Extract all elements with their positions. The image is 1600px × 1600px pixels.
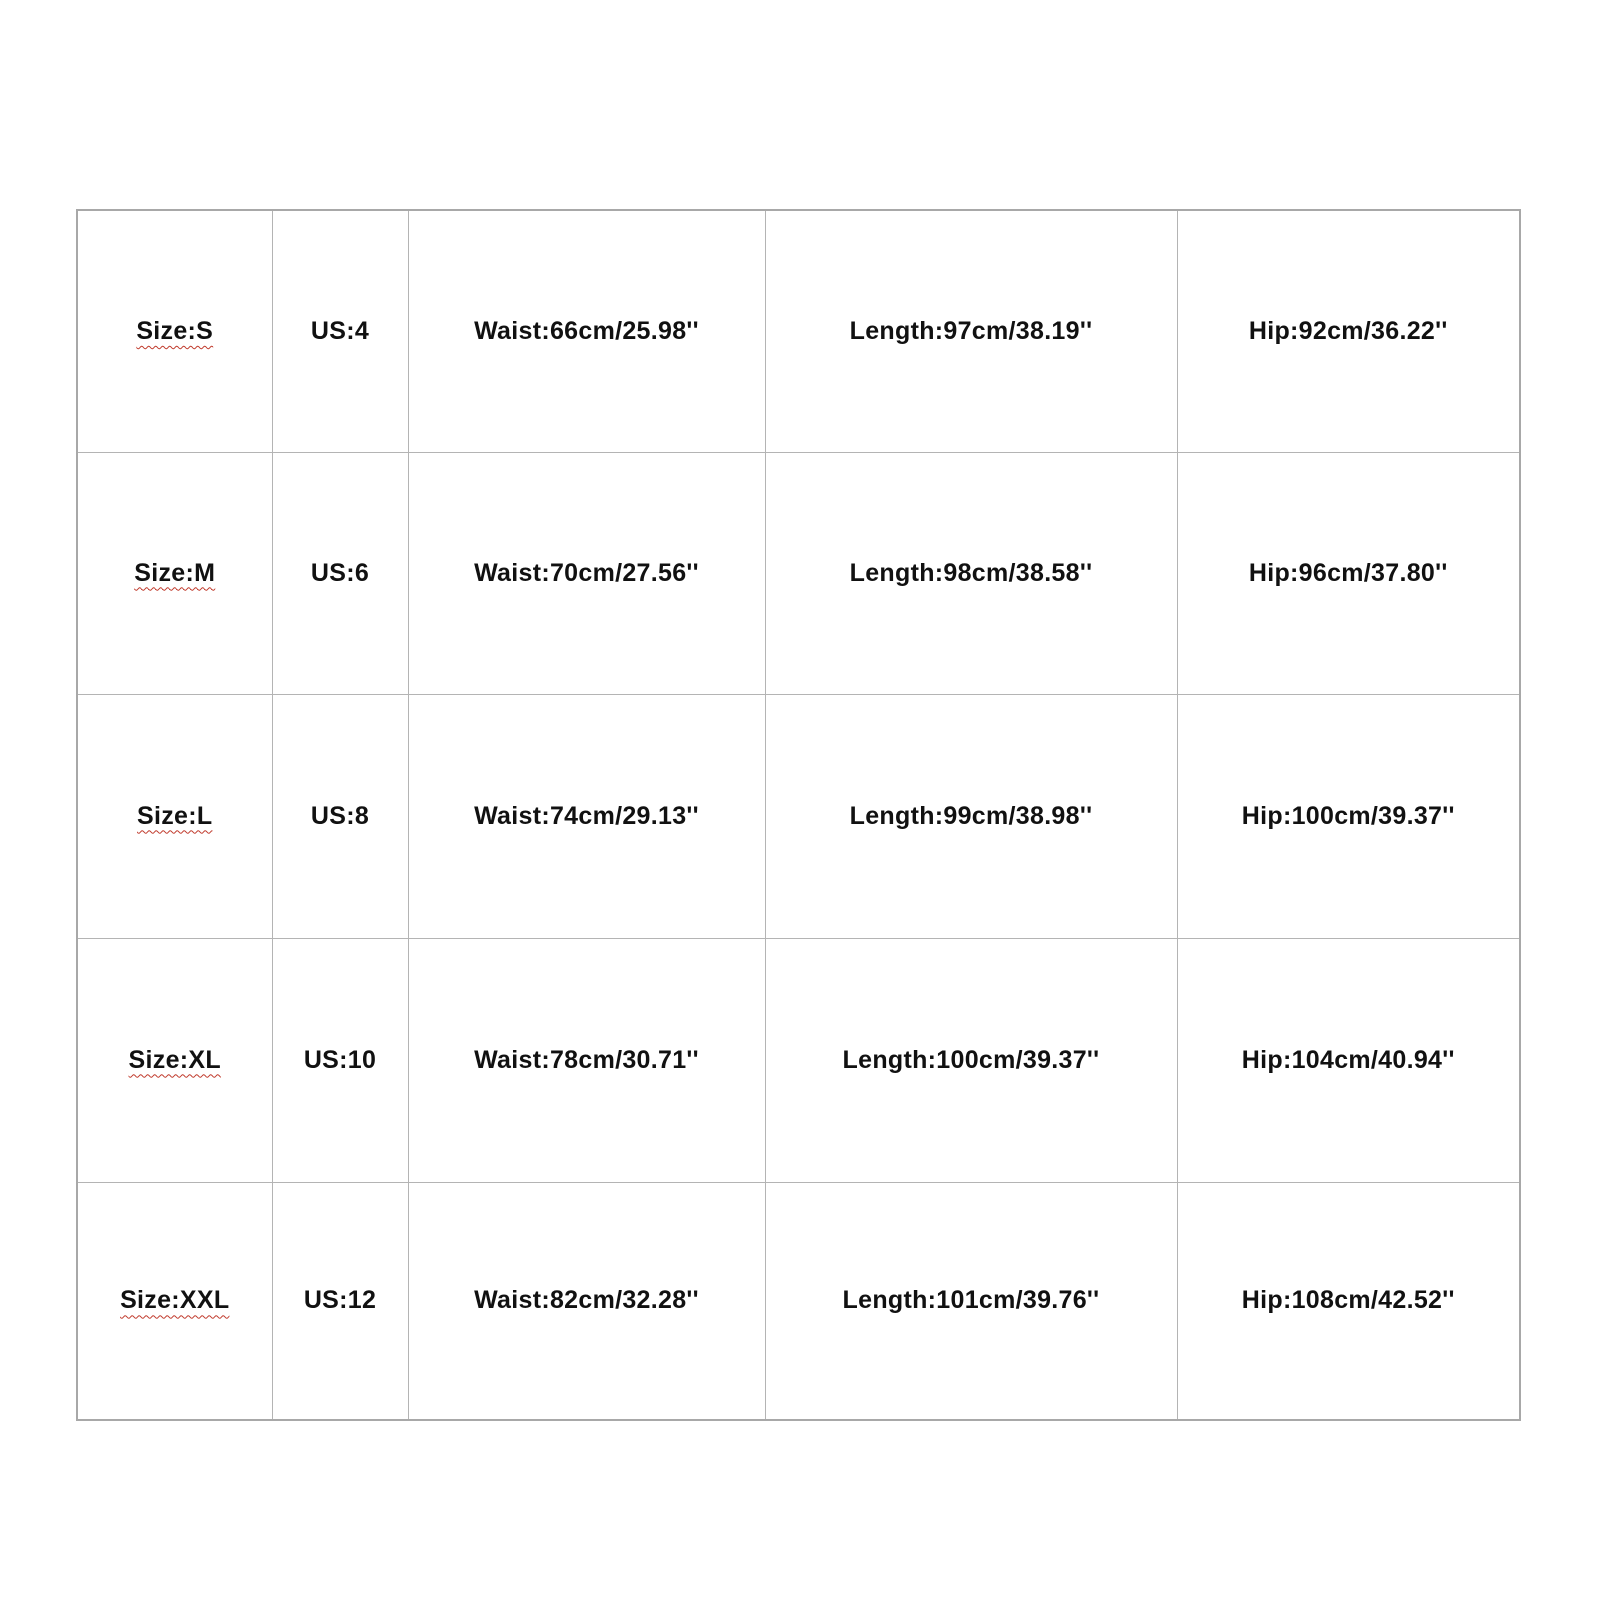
table-row: [77, 938, 1520, 1182]
size-chart-table: [76, 209, 1521, 1421]
length-cell: Length:99cm/38.98'': [765, 694, 1177, 938]
size-cell: [77, 452, 272, 694]
us-size-cell: US:12: [272, 1182, 408, 1420]
hip-cell: Hip:100cm/39.37'': [1177, 694, 1520, 938]
size-cell: [77, 694, 272, 938]
length-cell: Length:100cm/39.37'': [765, 938, 1177, 1182]
waist-cell: Waist:74cm/29.13'': [408, 694, 765, 938]
table-row: [77, 1182, 1520, 1420]
size-cell: [77, 938, 272, 1182]
size-label: Size:XXL: [120, 1286, 230, 1315]
table-row: [77, 694, 1520, 938]
table-row: [77, 210, 1520, 452]
us-size-cell: US:10: [272, 938, 408, 1182]
length-cell: Length:97cm/38.19'': [765, 210, 1177, 452]
hip-cell: Hip:108cm/42.52'': [1177, 1182, 1520, 1420]
length-cell: Length:101cm/39.76'': [765, 1182, 1177, 1420]
waist-cell: Waist:70cm/27.56'': [408, 452, 765, 694]
size-cell: [77, 1182, 272, 1420]
size-label: Size:L: [137, 801, 213, 830]
size-label: Size:XL: [128, 1045, 221, 1074]
us-size-cell: US:4: [272, 210, 408, 452]
size-label: Size:M: [134, 558, 216, 587]
hip-cell: Hip:92cm/36.22'': [1177, 210, 1520, 452]
table-row: [77, 452, 1520, 694]
hip-cell: Hip:96cm/37.80'': [1177, 452, 1520, 694]
us-size-cell: US:8: [272, 694, 408, 938]
size-cell: [77, 210, 272, 452]
waist-cell: Waist:78cm/30.71'': [408, 938, 765, 1182]
length-cell: Length:98cm/38.58'': [765, 452, 1177, 694]
waist-cell: Waist:82cm/32.28'': [408, 1182, 765, 1420]
hip-cell: Hip:104cm/40.94'': [1177, 938, 1520, 1182]
waist-cell: Waist:66cm/25.98'': [408, 210, 765, 452]
size-label: Size:S: [136, 316, 214, 345]
us-size-cell: US:6: [272, 452, 408, 694]
